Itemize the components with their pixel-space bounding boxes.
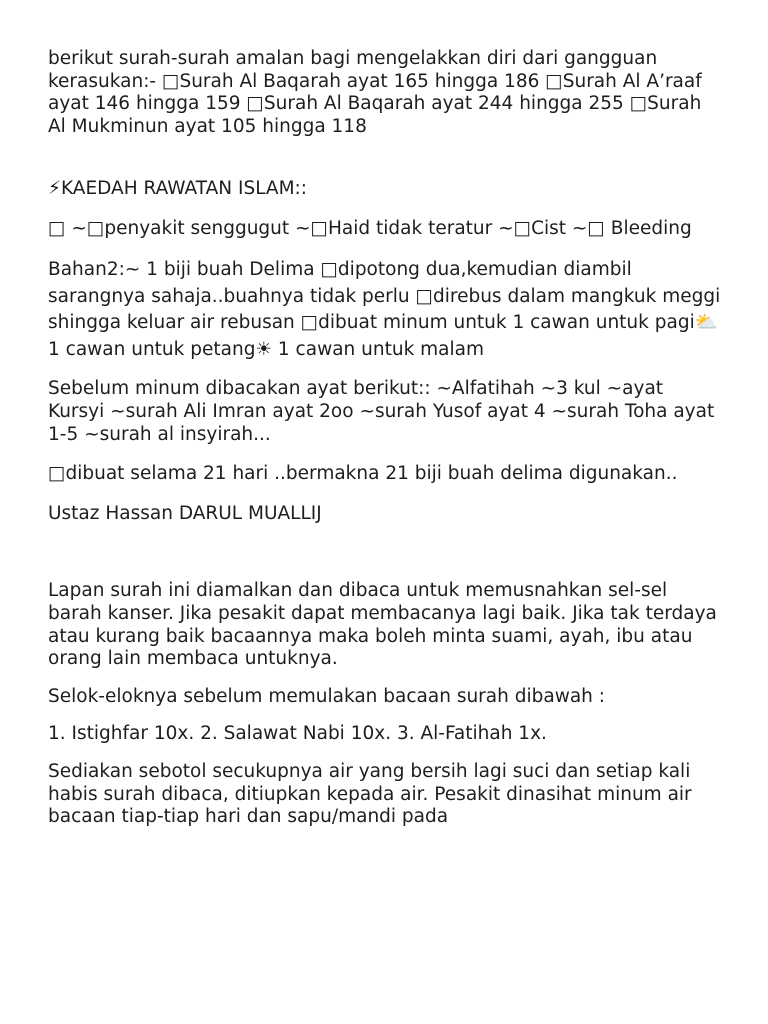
document-page <box>48 48 724 844</box>
recitation-paragraph: Sebelum minum dibacakan ayat berikut:: ~Alfatihah ~3 kul ~ayat Kursyi ~surah Ali Imran ayat 2oo ~surah Yusof ayat 4 ~surah Toha ayat 1-5 ~surah al insyirah... <box>48 378 715 445</box>
steps-paragraph: 1. Istighfar 10x. 2. Salawat Nabi 10x. 3. Al-Fatihah 1x. <box>48 723 547 745</box>
cancer-surah-paragraph: Lapan surah ini diamalkan dan dibaca untuk memusnahkan sel-sel barah kanser. Jika pesakit dapat membacanya lagi baik. Jika tak terdaya atau kurang baik bacaannya maka boleh minta suami, ayah, ibu atau orang lain membaca untuknya. <box>48 580 717 670</box>
ailments-paragraph: □ ~□penyakit senggugut ~□Haid tidak teratur ~□Cist ~□ Bleeding <box>48 217 692 239</box>
water-instructions-paragraph: Sediakan sebotol secukupnya air yang bersih lagi suci dan setiap kali habis surah dibaca, ditiupkan kepada air. Pesakit dinasihat minum air bacaan tiap-tiap hari dan sapu/mandi pada <box>48 760 692 828</box>
section-heading: ⚡KAEDAH RAWATAN ISLAM:: <box>48 178 308 200</box>
duration-paragraph: □dibuat selama 21 hari ..bermakna 21 biji buah delima digunakan.. <box>48 463 678 485</box>
author-line: Ustaz Hassan DARUL MUALLIJ <box>48 502 322 524</box>
surah-list-paragraph: berikut surah-surah amalan bagi mengelakkan diri dari gangguan kerasukan:- □Surah Al Baqarah ayat 165 hingga 186 □Surah Al A’raaf ayat 146 hingga 159 □Surah Al Baqarah ayat 244 hingga 255 □Surah Al Mukminun ayat 105 hingga 118 <box>48 48 702 137</box>
preparation-paragraph: Selok-eloknya sebelum memulakan bacaan surah dibawah : <box>48 685 605 707</box>
ingredients-paragraph: Bahan2:~ 1 biji buah Delima □dipotong dua,kemudian diambil sarangnya sahaja..buahnya tidak perlu □direbus dalam mangkuk meggi shingga keluar air rebusan □dibuat minum untuk 1 cawan untuk pagi⛅ 1 cawan untuk petang☀ 1 cawan untuk malam <box>48 259 721 360</box>
